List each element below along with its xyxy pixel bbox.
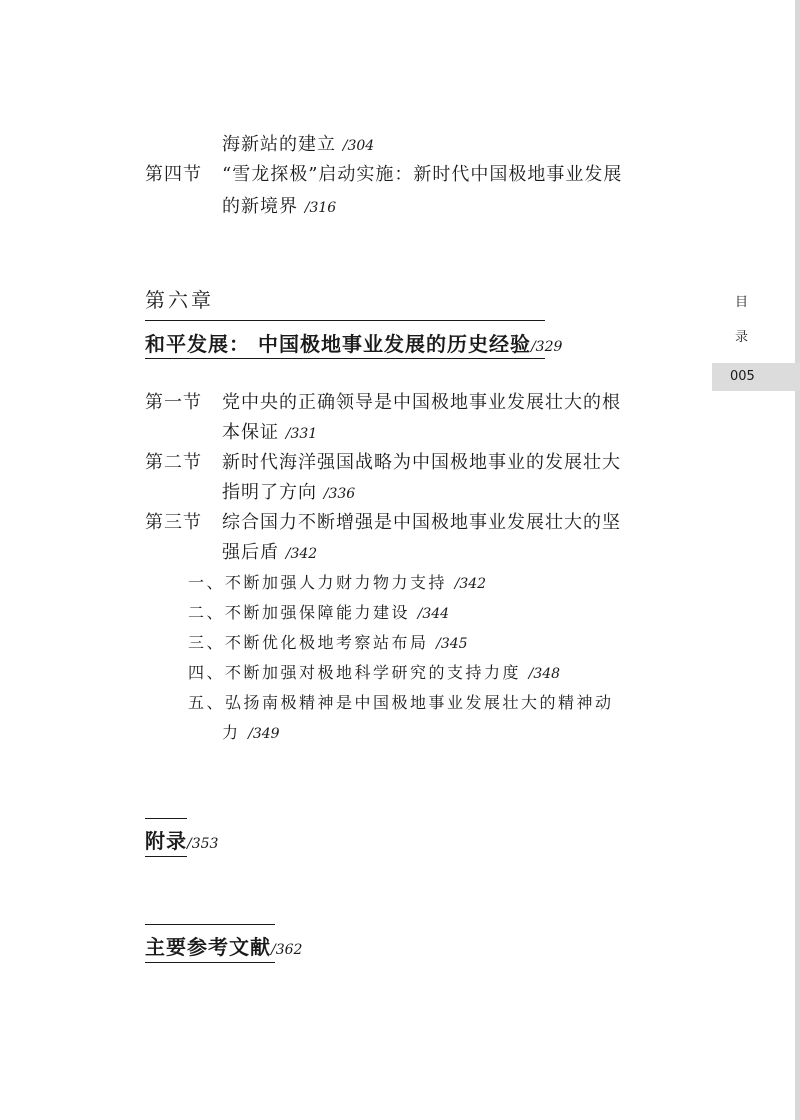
sub-item[interactable] — [188, 658, 560, 689]
toc-entry-text[interactable]: 指明了方向 — [222, 482, 317, 503]
appendix-bottom-rule — [145, 856, 187, 857]
chapter-title[interactable]: 和平发展： 中国极地事业发展的历史经验 — [145, 332, 531, 356]
sub-item[interactable]: 五、弘扬南极精神是中国极地事业发展壮大的精神动 — [188, 693, 614, 712]
toc-entry-text: 海新站的建立 — [222, 134, 336, 155]
references-line — [145, 931, 302, 960]
appendix-title[interactable]: 附录 — [145, 829, 187, 853]
references-title[interactable]: 主要参考文献 — [145, 935, 271, 959]
toc-entry-text[interactable]: 的新境界 — [222, 196, 298, 217]
page-ref[interactable]: /344 — [417, 606, 450, 622]
toc-entry-text[interactable]: 强后盾 — [222, 542, 279, 563]
chapter-top-rule — [145, 320, 545, 321]
toc-entry-continuation — [222, 538, 317, 569]
references-bottom-rule — [145, 962, 275, 963]
page-ref[interactable]: /304 — [342, 138, 375, 154]
running-header-char: 目 — [735, 295, 749, 310]
section-label: 第三节 — [145, 512, 202, 533]
toc-continuation-line — [222, 130, 374, 161]
sub-item-continuation — [222, 718, 280, 749]
page-ref[interactable]: /329 — [530, 339, 563, 355]
page-number-tab: 005 — [712, 363, 800, 391]
section-label: 第四节 — [145, 164, 202, 185]
section-label: 第二节 — [145, 452, 202, 473]
sub-item-text[interactable]: 力 — [222, 723, 241, 742]
sub-item-text: 一、不断加强人力财力物力支持 — [188, 573, 448, 592]
chapter-label: 第六章 — [145, 288, 214, 312]
sub-item[interactable] — [188, 628, 468, 659]
page-ref[interactable]: /353 — [187, 836, 219, 852]
page-ref[interactable]: /349 — [248, 726, 280, 742]
sub-item-text: 三、不断优化极地考察站布局 — [188, 633, 429, 652]
page-ref[interactable]: /348 — [528, 666, 561, 682]
toc-entry-text[interactable]: 新时代海洋强国战略为中国极地事业的发展壮大 — [222, 452, 621, 473]
toc-entry-continuation — [222, 478, 355, 509]
appendix-top-rule — [145, 818, 187, 819]
appendix-line — [145, 825, 218, 854]
sub-item-text: 四、不断加强对极地科学研究的支持力度 — [188, 663, 522, 682]
page-edge-shadow — [795, 0, 800, 1120]
page-ref[interactable]: /345 — [436, 636, 468, 652]
references-top-rule — [145, 924, 275, 925]
sub-item[interactable] — [188, 598, 449, 629]
toc-entry-text[interactable]: 党中央的正确领导是中国极地事业发展壮大的根 — [222, 392, 621, 413]
page-ref[interactable]: /336 — [323, 486, 356, 502]
toc-entry-text[interactable]: 综合国力不断增强是中国极地事业发展壮大的坚 — [222, 512, 621, 533]
sub-item[interactable] — [188, 568, 486, 599]
chapter-title-line — [145, 328, 562, 357]
page-ref[interactable]: /342 — [454, 576, 487, 592]
section-label: 第一节 — [145, 392, 202, 413]
sub-item-text: 二、不断加强保障能力建设 — [188, 603, 411, 622]
toc-entry-continuation — [222, 418, 317, 449]
chapter-bottom-rule — [145, 358, 545, 359]
page-ref[interactable]: /316 — [304, 200, 337, 216]
toc-entry-continuation — [222, 192, 336, 223]
toc-entry-text[interactable]: “雪龙探极”启动实施：新时代中国极地事业发展 — [222, 164, 623, 185]
page-ref[interactable]: /331 — [285, 426, 318, 442]
toc-entry-text[interactable]: 本保证 — [222, 422, 279, 443]
page-ref[interactable]: /342 — [285, 546, 318, 562]
running-header-char: 录 — [735, 330, 749, 345]
page-ref[interactable]: /362 — [271, 942, 303, 958]
